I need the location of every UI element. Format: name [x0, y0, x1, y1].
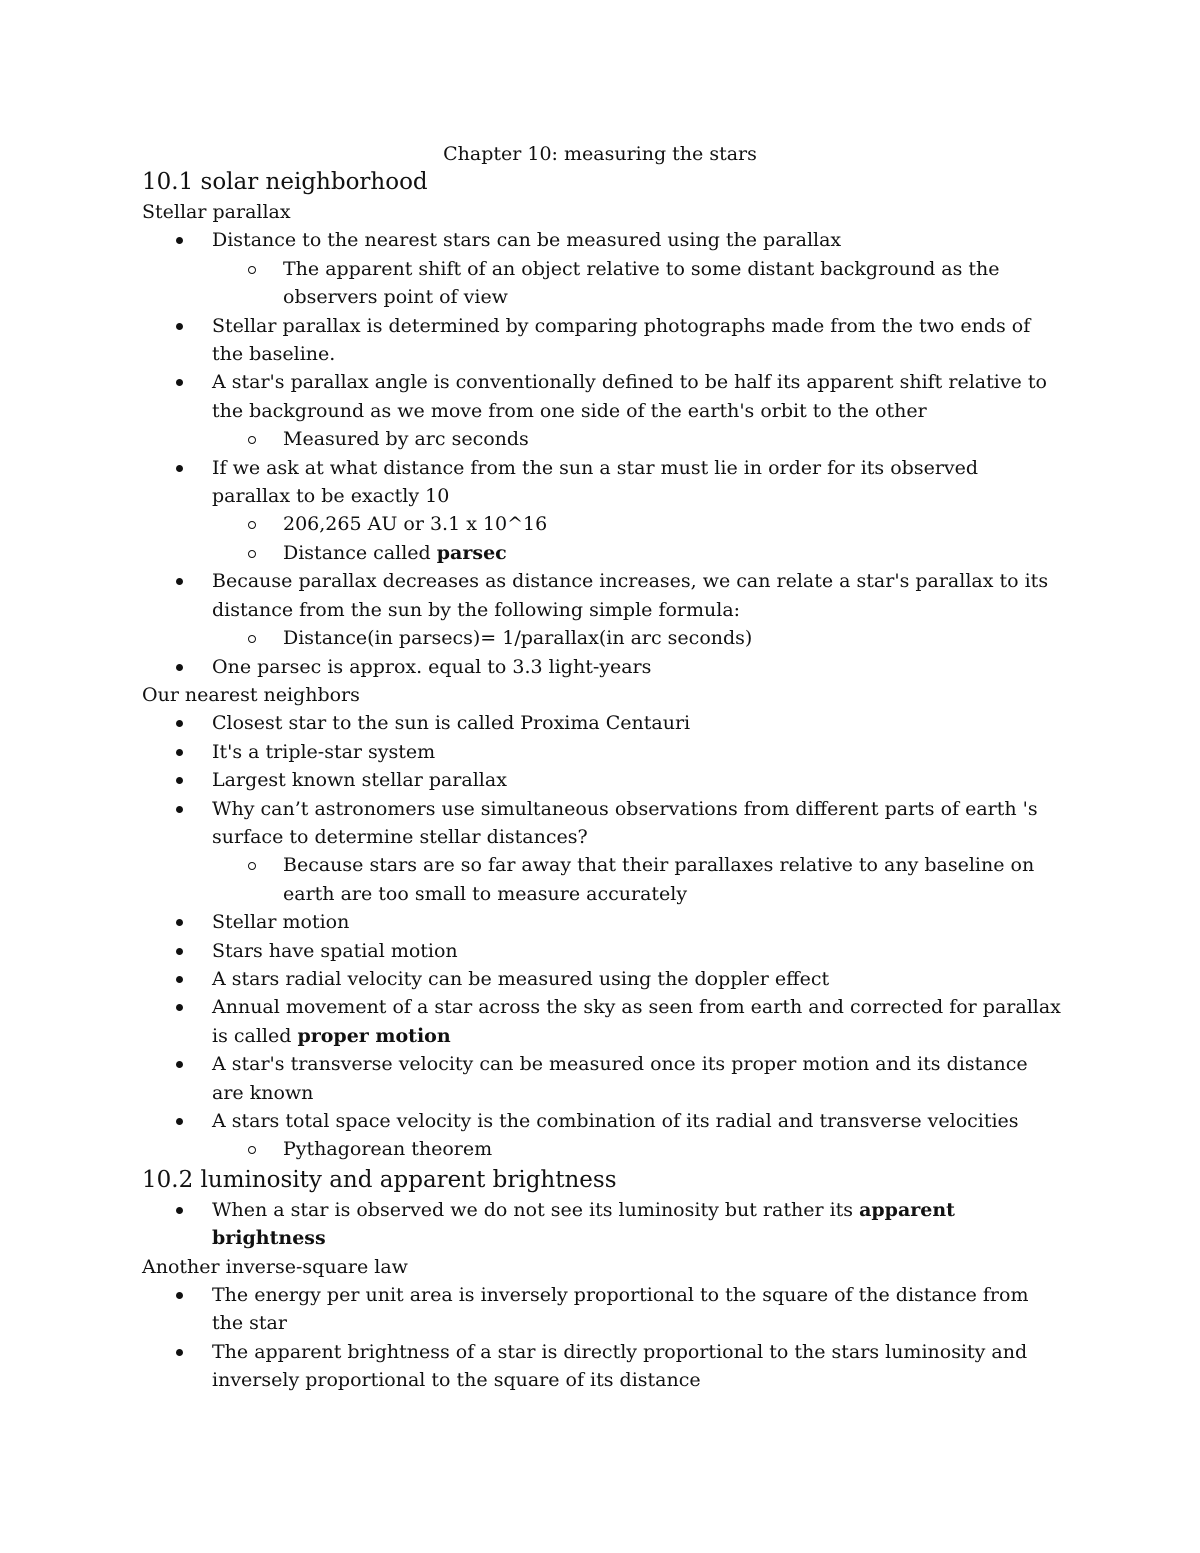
bold-term: parsec — [436, 541, 507, 564]
list-item — [142, 1196, 1062, 1253]
bullet-icon — [176, 976, 183, 983]
list-item-text: When a star is observed we do not see its luminosity but rather its — [212, 1198, 860, 1221]
nearest-neighbors-list — [142, 709, 1062, 1164]
bullet-icon — [176, 1349, 183, 1356]
list-item-text: Largest known stellar parallax — [212, 769, 507, 792]
list-item — [142, 993, 1062, 1050]
bullet-icon — [176, 1292, 183, 1299]
list-item-text: Stellar motion — [212, 911, 350, 934]
bullet-icon — [176, 379, 183, 386]
list-item-text: A stars radial velocity can be measured using the doppler effect — [212, 967, 830, 990]
list-item-text: A star's transverse velocity can be measured once its proper motion and its distance are known — [212, 1053, 1028, 1104]
sub-list-item — [142, 851, 1062, 908]
list-item — [142, 567, 1062, 624]
list-item — [142, 738, 1062, 766]
bullet-icon — [176, 578, 183, 585]
subheading-stellar-parallax: Stellar parallax — [142, 201, 291, 223]
list-item — [142, 908, 1062, 936]
subheading-nearest-neighbors: Our nearest neighbors — [142, 683, 360, 706]
list-item — [142, 965, 1062, 993]
circle-bullet-icon — [248, 521, 256, 529]
list-item — [142, 454, 1062, 511]
list-item-text: It's a triple-star system — [212, 740, 436, 763]
list-item-text: A stars total space velocity is the combination of its radial and transverse velocities — [212, 1110, 1019, 1132]
section-heading-10-1: 10.1 solar neighborhood — [142, 169, 428, 195]
inverse-square-list — [142, 1281, 1062, 1395]
list-item-text: A star's parallax angle is conventionally defined to be half its apparent shift relative to the background as we move from one side of the earth's orbit to the other — [212, 371, 1047, 422]
list-item-text: The apparent shift of an object relative to some distant background as the observers point of view — [283, 257, 1000, 309]
circle-bullet-icon — [248, 436, 256, 444]
list-item-text: Measured by arc seconds — [283, 428, 529, 451]
circle-bullet-icon — [248, 862, 256, 870]
list-item-text: Distance called — [283, 541, 437, 564]
circle-bullet-icon — [248, 266, 256, 274]
sub-list-item — [142, 255, 1062, 312]
circle-bullet-icon — [248, 1146, 256, 1154]
list-item — [142, 766, 1062, 794]
list-item — [142, 368, 1062, 425]
list-item-text: Because parallax decreases as distance increases, we can relate a star's parallax to its distance from the sun by the following simple formula: — [212, 570, 1049, 621]
bold-term: apparent brightness — [212, 1198, 955, 1250]
luminosity-list — [142, 1196, 1062, 1253]
subheading-inverse-square: Another inverse-square law — [142, 1255, 408, 1278]
list-item-text: Pythagorean theorem — [283, 1138, 493, 1161]
list-item — [142, 1050, 1062, 1107]
sub-list-item — [142, 1135, 1062, 1163]
list-item — [142, 1338, 1062, 1395]
bullet-icon — [176, 806, 183, 813]
list-item-text: Because stars are so far away that their parallaxes relative to any baseline on earth are too small to measure accurately — [283, 854, 1035, 905]
bullet-icon — [176, 749, 183, 756]
list-item — [142, 1107, 1062, 1135]
list-item-text: Stars have spatial motion — [212, 939, 458, 962]
bullet-icon — [176, 1004, 183, 1011]
bullet-icon — [176, 465, 183, 472]
sub-list-item — [142, 510, 1062, 538]
bullet-icon — [176, 237, 183, 244]
bullet-icon — [176, 1118, 183, 1125]
list-item — [142, 795, 1062, 852]
stellar-parallax-list — [142, 226, 1062, 681]
list-item — [142, 709, 1062, 737]
list-item — [142, 937, 1062, 965]
list-item-text: If we ask at what distance from the sun a star must lie in order for its observed parallax to be exactly 10 — [212, 456, 979, 508]
list-item — [142, 312, 1062, 369]
sub-list-item — [142, 539, 1062, 567]
sub-list-item — [142, 425, 1062, 453]
sub-list-item — [142, 624, 1062, 652]
list-item-text: The apparent brightness of a star is directly proportional to the stars luminosity and inversely proportional to the square of its distance — [212, 1340, 1028, 1392]
bold-term: proper motion — [297, 1024, 451, 1047]
bullet-icon — [176, 323, 183, 330]
section-heading-10-2: 10.2 luminosity and apparent brightness — [142, 1166, 617, 1193]
bullet-icon — [176, 948, 183, 955]
list-item — [142, 1281, 1062, 1338]
list-item-text: Stellar parallax is determined by comparing photographs made from the two ends of the baseline. — [212, 314, 1031, 366]
circle-bullet-icon — [248, 635, 256, 643]
list-item-text: Closest star to the sun is called Proxima Centauri — [212, 712, 691, 735]
list-item-text: Distance to the nearest stars can be measured using the parallax — [212, 229, 842, 252]
list-item-text: The energy per unit area is inversely proportional to the square of the distance from the star — [212, 1284, 1029, 1335]
circle-bullet-icon — [248, 550, 256, 558]
document-title: Chapter 10: measuring the stars — [443, 143, 757, 165]
bullet-icon — [176, 720, 183, 727]
list-item-text: Why can’t astronomers use simultaneous observations from different parts of earth 's surface to determine stellar distances? — [212, 797, 1038, 848]
list-item — [142, 653, 1062, 681]
bullet-icon — [176, 1207, 183, 1214]
list-item — [142, 226, 1062, 254]
document-body — [142, 166, 1062, 1395]
bullet-icon — [176, 664, 183, 671]
list-item-text: Distance(in parsecs)= 1/parallax(in arc seconds) — [283, 627, 753, 650]
list-item-text: 206,265 AU or 3.1 x 10^16 — [283, 513, 548, 536]
bullet-icon — [176, 919, 183, 926]
bullet-icon — [176, 1061, 183, 1068]
bullet-icon — [176, 777, 183, 784]
list-item-text: One parsec is approx. equal to 3.3 light-years — [212, 655, 652, 678]
list-item-text: Annual movement of a star across the sky as seen from earth and corrected for parallax is called — [212, 996, 1061, 1047]
